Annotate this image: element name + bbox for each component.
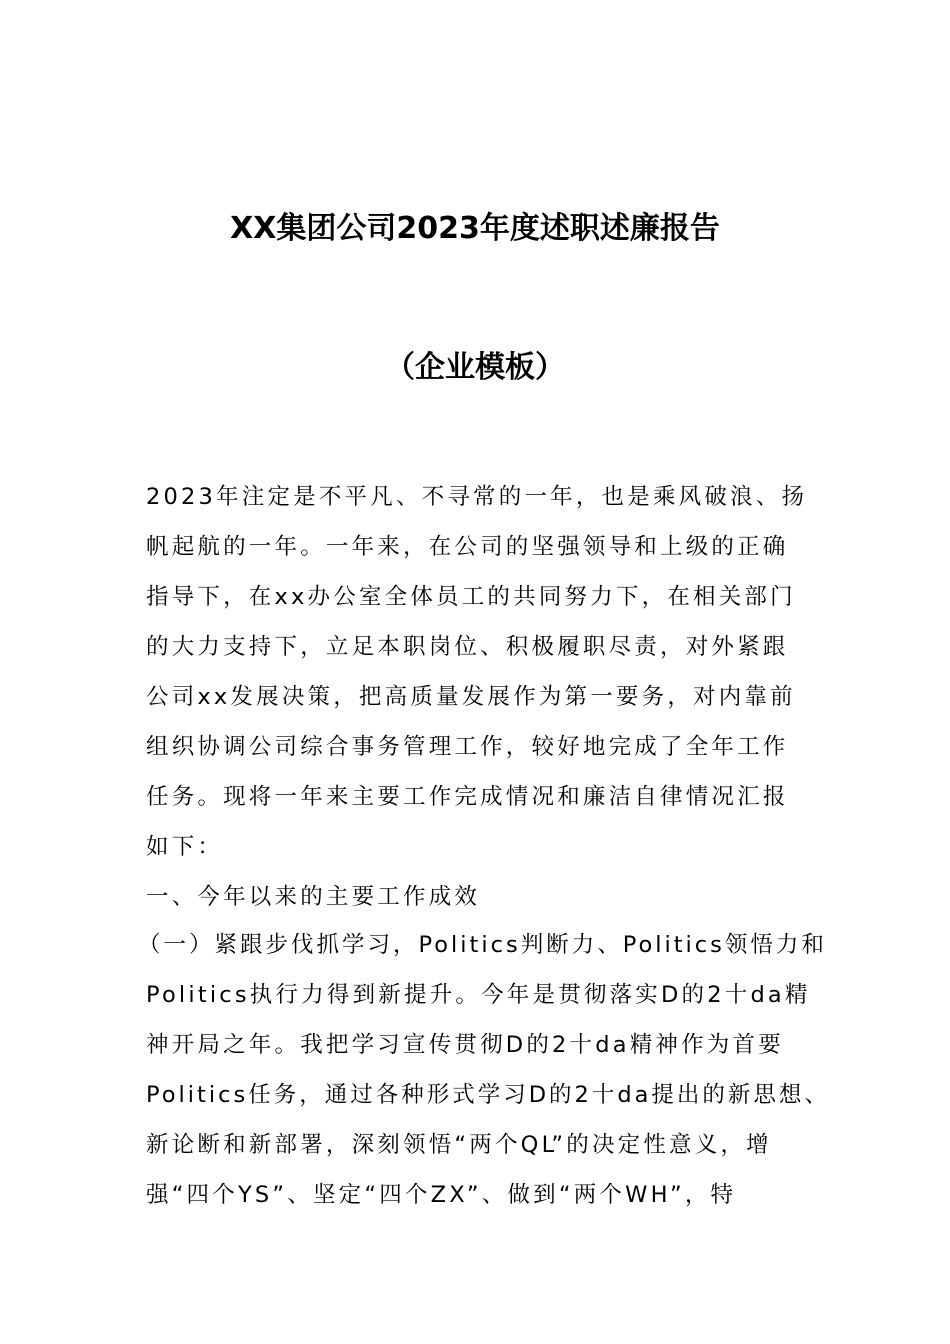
section-heading: 一、今年以来的主要工作成效 xyxy=(146,884,481,910)
paragraph-line: 神开局之年。我把学习宣传贯彻D的2十da精神作为首要 xyxy=(146,1032,784,1058)
paragraph-line: 指导下，在xx办公室全体员工的共同努力下，在相关部门 xyxy=(146,584,796,610)
document-title: XX集团公司2023年度述职述廉报告 xyxy=(230,211,720,246)
paragraph-line: 帆起航的一年。一年来，在公司的坚强领导和上级的正确 xyxy=(146,534,789,560)
paragraph-line: 2023年注定是不平凡、不寻常的一年，也是乘风破浪、扬 xyxy=(146,484,808,510)
paragraph-line: 公司xx发展决策，把高质量发展作为第一要务，对内靠前 xyxy=(146,684,796,710)
document-subtitle: （企业模板） xyxy=(385,350,565,385)
paragraph-line: 的大力支持下，立足本职岗位、积极履职尽责，对外紧跟 xyxy=(146,634,789,660)
paragraph-line: 强“四个YS”、坚定“四个ZX”、做到“两个WH”，特 xyxy=(146,1182,737,1208)
paragraph-line: 任务。现将一年来主要工作完成情况和廉洁自律情况汇报 xyxy=(146,784,789,810)
paragraph-line: Politics执行力得到新提升。今年是贯彻落实D的2十da精 xyxy=(146,982,811,1008)
paragraph-line: 如下： xyxy=(146,834,224,860)
paragraph-line: Politics任务，通过各种形式学习D的2十da提出的新思想、 xyxy=(146,1082,830,1108)
subsection-heading-line: （一）紧跟步伐抓学习，Politics判断力、Politics领悟力和 xyxy=(138,932,827,958)
paragraph-line: 组织协调公司综合事务管理工作，较好地完成了全年工作 xyxy=(146,734,789,760)
paragraph-line: 新论断和新部署，深刻领悟“两个QL”的决定性意义，增 xyxy=(146,1132,772,1158)
